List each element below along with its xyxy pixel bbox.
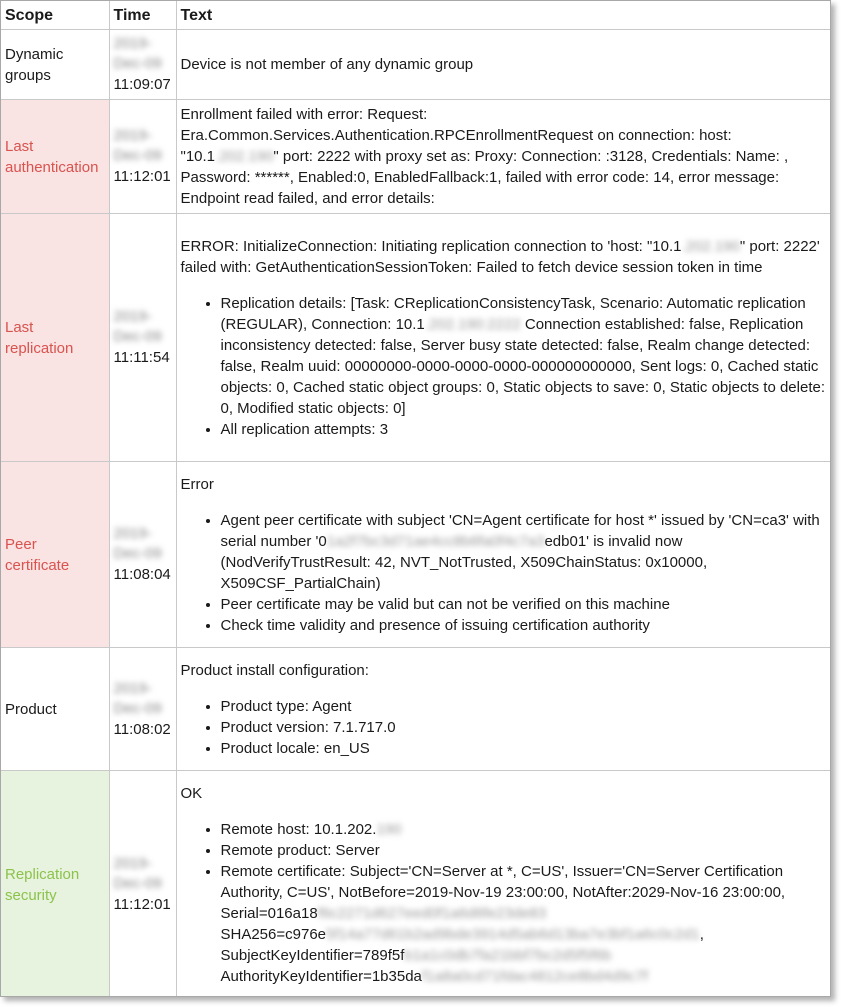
scope-cell: Replication security xyxy=(1,771,109,998)
message-text: Enrollment failed with error: Request: Era.Common.Services.Authentication.RPCEnrollmentRequest on connection: host: "10.1.202.190" port: 2222 with proxy set as: Proxy: Connection: :3128, Credentials: Name: , Password: ******, Enabled:0, EnabledFallback:1, failed with error code: 14, error message: Endpoint read failed, and error details: xyxy=(180,106,789,207)
time-date-blurred: 2019- xyxy=(113,127,152,144)
detail-list xyxy=(181,696,827,759)
header-row xyxy=(1,1,830,30)
list-item: • Remote product: Server xyxy=(221,840,827,861)
table-row xyxy=(1,462,830,648)
status-table xyxy=(1,1,830,997)
list-item: • Remote host: 10.1.202.190 xyxy=(221,819,827,840)
text-cell xyxy=(176,648,830,771)
scope-cell: Last replication xyxy=(1,214,109,462)
message-text: Product install configuration: xyxy=(180,661,369,679)
list-item: • Product version: 7.1.717.0 xyxy=(221,717,827,738)
message-text: ERROR: InitializeConnection: Initiating replication connection to 'host: "10.1.202.190" port: 2222' failed with: GetAuthenticationSessionToken: Failed to fetch device session token in time xyxy=(180,237,820,276)
time-date-blurred: 2019- xyxy=(113,855,152,872)
time-date-blurred: 2019- xyxy=(113,35,152,52)
list-item: • All replication attempts: 3 xyxy=(221,419,827,440)
header-time: Time xyxy=(109,1,176,30)
time-value: 11:08:02 xyxy=(113,720,171,738)
time-date-blurred: 2019- xyxy=(113,308,152,325)
text-cell xyxy=(176,462,830,648)
time-cell xyxy=(109,771,176,998)
detail-list xyxy=(181,293,827,440)
message-text: Error xyxy=(180,475,214,493)
list-item: • Replication details: [Task: CReplicationConsistencyTask, Scenario: Automatic replication (REGULAR), Connection: 10.1.202.190:2222 Connection established: false, Replication inconsistency detected: false, Server busy state detected: false, Realm change detected: false, Realm uuid: 00000000-0000-0000-0000-000000000000, Sent logs: 0, Cached static objects: 0, Cached static object groups: 0, Static objects to save: 0, Static objects to delete: 0, Modified static objects: 0] xyxy=(221,293,827,419)
time-date-blurred: 2019- xyxy=(113,525,152,542)
list-item: • Peer certificate may be valid but can not be verified on this machine xyxy=(221,594,827,615)
detail-list xyxy=(181,510,827,636)
table-row xyxy=(1,771,830,998)
time-date-blurred: Dec-09 xyxy=(113,545,162,562)
time-value: 11:12:01 xyxy=(113,168,171,185)
scope-cell: Product xyxy=(1,648,109,771)
text-cell xyxy=(176,100,830,214)
message-text: Device is not member of any dynamic group xyxy=(180,56,474,73)
time-value: 11:11:54 xyxy=(113,349,170,366)
time-cell xyxy=(109,30,176,100)
text-cell xyxy=(176,30,830,100)
table-row xyxy=(1,648,830,771)
list-item: • Product locale: en_US xyxy=(221,738,827,759)
time-cell xyxy=(109,648,176,771)
table-row xyxy=(1,30,830,100)
scope-cell: Dynamic groups xyxy=(1,30,109,100)
scope-cell: Peer certificate xyxy=(1,462,109,648)
header-text: Text xyxy=(176,1,830,30)
time-date-blurred: Dec-09 xyxy=(113,328,162,345)
table-row xyxy=(1,214,830,462)
text-cell xyxy=(176,771,830,998)
list-item: • Check time validity and presence of issuing certification authority xyxy=(221,615,827,636)
time-date-blurred: 2019- xyxy=(113,679,152,697)
message-text: OK xyxy=(180,784,203,802)
list-item: • Remote certificate: Subject='CN=Server at *, C=US', Issuer='CN=Server Certification Authority, C=US', NotBefore=2019-Nov-19 23:00:00, NotAfter:2029-Nov-16 23:00:00, Serial=016a18f6c2271d627eed0f1a6d6fe23de83 SHA256=c976e5f14a77d61b2ad9bde3914d5ab6d13ba7e3bf1a6c0c2d1, SubjectKeyIdentifier=789f5fb1a1c0db7fa21bbf7bc2d5f5f6b AuthorityKeyIdentifier=1b35daf1a8a0cd71fdac4812ce8bd4d9c7f xyxy=(221,861,827,987)
time-date-blurred: Dec-09 xyxy=(113,699,162,717)
time-value: 11:09:07 xyxy=(113,76,171,93)
list-item: • Product type: Agent xyxy=(221,696,827,717)
scope-cell: Last authentication xyxy=(1,100,109,214)
table-row xyxy=(1,100,830,214)
time-cell xyxy=(109,214,176,462)
header-scope: Scope xyxy=(1,1,109,30)
time-date-blurred: Dec-09 xyxy=(113,147,162,164)
time-value: 11:12:01 xyxy=(113,896,171,913)
detail-list xyxy=(181,819,827,987)
time-cell xyxy=(109,462,176,648)
time-date-blurred: Dec-09 xyxy=(113,55,162,72)
time-cell xyxy=(109,100,176,214)
text-cell xyxy=(176,214,830,462)
time-value: 11:08:04 xyxy=(113,566,171,583)
time-date-blurred: Dec-09 xyxy=(113,875,162,892)
list-item: • Agent peer certificate with subject 'CN=Agent certificate for host *' issued by 'CN=ca3' with serial number '01a2f7bc3d71ae4cc8b6fa0f4c7a3edb01' is invalid now (NodVerifyTrustResult: 42, NVT_NotTrusted, X509ChainStatus: 0x10000, X509CSF_PartialChain) xyxy=(221,510,827,594)
